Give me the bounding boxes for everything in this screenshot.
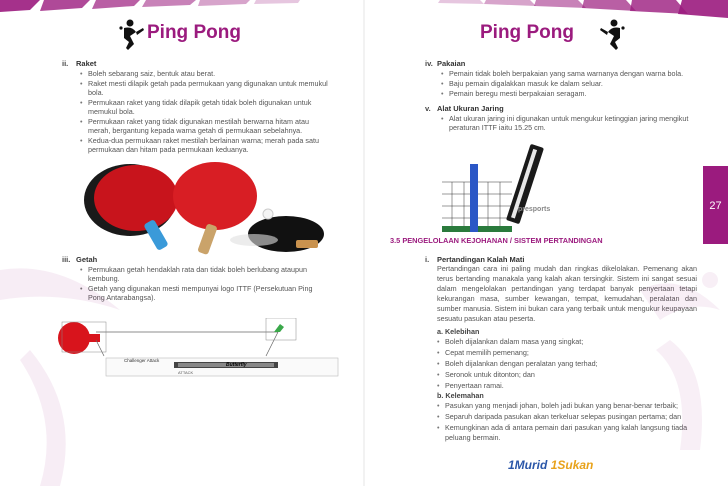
list-item: • Getah yang digunakan mesti mempunyai logo ITTF (Persekutuan Ping Pong Antarabangsa). xyxy=(88,284,316,302)
section-title-jaring: Alat Ukuran Jaring xyxy=(437,104,504,113)
net-gauge-photo xyxy=(442,138,622,234)
list-item: • Pemain tidak boleh berpakaian yang sama warnanya dengan warna bola. xyxy=(449,69,703,78)
section-title-pakaian: Pakaian xyxy=(437,59,466,68)
rubber-label-attack: ATTACK xyxy=(178,370,194,375)
section-title-raket: Raket xyxy=(76,59,97,68)
decorative-swoosh-left xyxy=(0,150,180,486)
footer-logo-part2: 1Sukan xyxy=(550,458,594,472)
page-title-right: Ping Pong xyxy=(480,22,574,43)
list-item: • Pemain beregu mesti berpakaian seragam. xyxy=(449,89,703,98)
list-item: • Separuh daripada pasukan akan terkeluar selepas pusingan pertama; dan xyxy=(445,412,703,422)
jaring-list xyxy=(437,114,703,133)
page-title-left: Ping Pong xyxy=(147,22,241,43)
page-number-tab xyxy=(703,166,728,244)
section-title-kalah-mati: Pertandingan Kalah Mati xyxy=(437,255,525,264)
list-item: • Penyertaan ramai. xyxy=(445,381,697,391)
ping-pong-player-icon xyxy=(116,18,146,52)
list-item: • Boleh dijalankan dalam masa yang singkat; xyxy=(445,337,697,347)
section-number: iv. xyxy=(425,59,433,68)
list-item: • Kedua-dua permukaan raket mestilah berlainan warna; merah pada satu permukaan dan hitam pada permukaan keduanya. xyxy=(88,136,328,154)
decorative-silhouettes-right xyxy=(560,250,728,486)
kelebihan-title: a. Kelebihan xyxy=(437,327,480,336)
jaring-brand-label: presports xyxy=(518,206,551,213)
raket-list xyxy=(76,69,328,155)
rubber-label-challenger: Challenger Attack xyxy=(124,358,160,363)
page-number: 27 xyxy=(709,200,722,212)
section-title-getah: Getah xyxy=(76,255,98,264)
list-item: • Permukaan getah hendaklah rata dan tidak boleh berlubang ataupun kembung. xyxy=(88,265,316,283)
list-item: • Alat ukuran jaring ini digunakan untuk mengukur ketinggian jaring mengikut peraturan ITTF iaitu 15.25 cm. xyxy=(449,114,703,132)
list-item: • Seronok untuk ditonton; dan xyxy=(445,370,697,380)
list-item: • Boleh dijalankan dengan peralatan yang terhad; xyxy=(445,359,697,369)
pakaian-list xyxy=(437,69,703,99)
section-number: iii. xyxy=(62,255,71,264)
list-item: • Cepat memilih pemenang; xyxy=(445,348,697,358)
footer-logo-part1: 1Murid xyxy=(508,458,548,472)
book-spine xyxy=(363,0,365,486)
list-item: • Permukaan raket yang tidak dilapik getah tidak boleh digunakan untuk memukul bola. xyxy=(88,98,328,116)
kalah-mati-paragraph: Pertandingan cara ini paling mudah dan ringkas dikelolakan. Pemenang akan terus bertanding manakala yang kalah akan tersingkir. Sistem ini sangat sesuai dalam mengelolakan pertandingan yang terdapat banyak penyertaan tetapi kekurangan masa, sumber kewangan, tempat, kemudahan, peralatan dan sumber manusia. Sistem ini bukan cara yang terbaik untuk mengukur keupayaan sesuatu pasukan atau peserta. xyxy=(437,264,697,323)
list-item: • Baju pemain digalakkan masuk ke dalam seluar. xyxy=(449,79,703,88)
kelemahan-title: b. Kelemahan xyxy=(437,391,484,400)
section-number: v. xyxy=(425,104,431,113)
list-item: • Permukaan raket yang tidak digunakan mestilah berwarna hitam atau merah, bergantung kepada warna getah di permukaan sebelahnya. xyxy=(88,117,328,135)
footer-logo xyxy=(508,458,593,472)
list-item: • Kemungkinan ada di antara pemain dari pasukan yang kalah langsung tiada peluang bermain. xyxy=(445,423,703,443)
ping-pong-player-icon xyxy=(598,18,628,52)
rubber-label-butterfly: Butterfly xyxy=(226,362,247,368)
list-item: • Pasukan yang menjadi johan, boleh jadi bukan yang benar-benar terbaik; xyxy=(445,401,703,411)
section-number: i. xyxy=(425,255,430,264)
list-item: • Boleh sebarang saiz, bentuk atau berat. xyxy=(88,69,328,78)
section-number: ii. xyxy=(62,59,69,68)
section-heading-3-5: 3.5 PENGELOLAAN KEJOHANAN / SISTEM PERTANDINGAN xyxy=(390,236,603,245)
list-item: • Raket mesti dilapik getah pada permukaan yang digunakan untuk memukul bola. xyxy=(88,79,328,97)
